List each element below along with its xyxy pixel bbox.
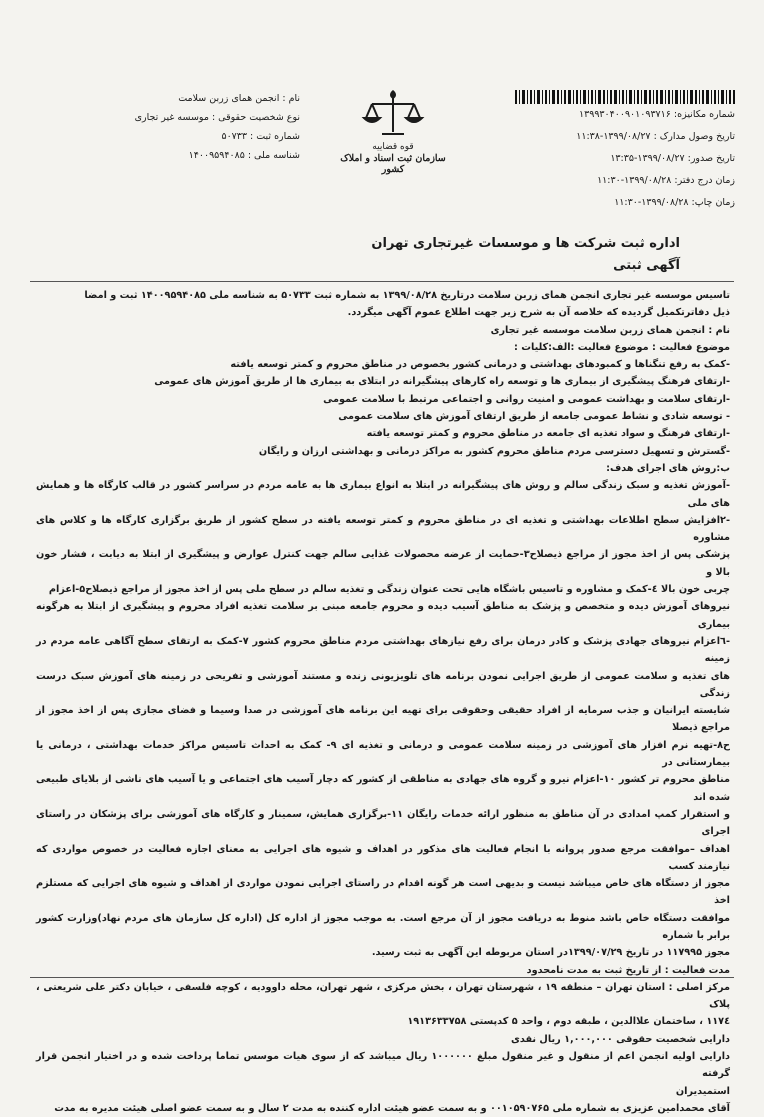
- notice-body-line: مدت فعالیت : از تاریخ ثبت به مدت نامحدود: [526, 964, 730, 976]
- entity-name: نام : انجمن همای زربن سلامت: [178, 93, 300, 104]
- notice-body-line: مجوز ۱۱۷۹۹۵ در تاریخ ۱۳۹۹/۰۷/۲۹در استان مربوطه این آگهی به ثبت رسید.: [371, 947, 730, 959]
- notice-body-line: مجوز از دستگاه های خاص میباشد نیست و بدیهی است هر گونه اقدام در راستای اجرایی نمودن مواردی از اهداف و شیوه های اجرایی که مستلزم اخذ: [36, 878, 730, 907]
- notice-body-line: ذیل دفاترتکمیل گردیده که خلاصه آن به شرح زیر جهت اطلاع عموم آگهی میگردد.: [347, 307, 730, 319]
- entity-type: نوع شخصیت حقوقی : موسسه غیر تجاری: [134, 112, 300, 123]
- scales-of-justice-icon: [358, 88, 428, 140]
- notice-body-line: تاسیس موسسه غیر تجاری انجمن همای زربن سلامت درتاریخ ۱۳۹۹/۰۸/۲۸ به شماره ثبت ۵۰۷۳۳ به شناسه ملی ۱۴۰۰۹۵۹۴۰۸۵ ثبت و امضا: [84, 290, 730, 301]
- notice-body-line: -ارتقای سلامت و بهداشت عمومی و امنیت روانی و اجتماعی مرتبط با سلامت عمومی: [323, 393, 730, 405]
- notice-body-line: نام : انجمن همای زربن سلامت موسسه غیر تجاری: [490, 324, 730, 336]
- print-time: زمان چاپ: ۱۳۹۹/۰۸/۲۸-۱۱:۳۰: [614, 197, 735, 208]
- registry-organization-label: سازمان ثبت اسناد و املاک کشور: [340, 153, 446, 175]
- judiciary-label: قوه قضاییه: [372, 142, 414, 152]
- notice-body-line: ح۸-تهیه نرم افزار های آموزشی در زمینه سلامت عمومی و درمانی و تغذیه ای ۹- کمک به احداث تاسیس مراکز خدمات بهداشتی ، درمانی یا بیمارستانی در: [36, 739, 730, 769]
- notice-body-line: ۱۱۷٤ ، ساختمان علاالدین ، طبقه دوم ، واحد ۵ کدپستی ۱۹۱۳۶۳۳۷۵۸: [407, 1016, 730, 1028]
- mechanized-number: شماره مکانیزه: ۱۳۹۹۳۰۴۰۰۹۰۱۰۹۳۷۱۶: [579, 109, 735, 120]
- notice-body-line: - توسعه شادی و نشاط عمومی جامعه از طریق ارتقای آموزش های سلامت عمومی: [338, 411, 730, 423]
- notice-body-line: آقای محمدامین عزیزی به شماره ملی ۰۰۱۰۵۹۰۷۶۵ و به سمت عضو هیئت اداره کننده به مدت ۲ سال و به سمت عضو اصلی هیئت مدیره به مدت: [54, 1102, 730, 1114]
- notice-body-line: مرکز اصلی : استان تهران – منطقه ۱۹ ، شهرستان تهران ، بخش مرکزی ، شهر تهران، محله داوودیه ، کوچه فلسفی ، خیابان دکتر علی شریعتی ، پلاک: [36, 981, 730, 1011]
- notice-body-line: -گسترش و تسهیل دسترسی مردم مناطق محروم کشور به مراکز درمانی و بهداشتی ارزان و رایگان: [258, 445, 730, 457]
- document-receipt-date: تاریخ وصول مدارک : ۱۳۹۹/۰۸/۲۷-۱۱:۳۸: [576, 131, 735, 142]
- notice-body-line: -۲افزایش سطح اطلاعات بهداشتی و تغذیه ای در مناطق محروم و کمتر توسعه یافته در سطح کشور از طریق برگزاری کارگاه ها و کلاس های مشاوره: [36, 514, 730, 544]
- judiciary-emblem: [338, 88, 448, 188]
- notice-body-line: -٦اعزام نیروهای جهادی پزشک و کادر درمان برای رفع نیازهای بهداشتی مردم مناطق محروم کشور ۷-کمک به ارتقای سطح آگاهی عامه مردم در زمینه: [36, 635, 730, 665]
- notice-body-line: موضوع فعالیت : موضوع فعالیت :الف:کلیات :: [514, 341, 730, 353]
- entity-info-block: [100, 92, 300, 168]
- notice-body-line: شایسته ایرانیان و جذب سرمایه از افراد حقیقی وحقوقی برای تهیه این برنامه های آموزشی در صدا وسیما و فضای مجازی پس از اخذ مجوز از مراجع ذیصلا: [36, 705, 730, 734]
- ledger-entry-time: زمان درج دفتر: ۱۳۹۹/۰۸/۲۸-۱۱:۳۰: [597, 175, 735, 186]
- notice-body: [36, 287, 730, 1117]
- notice-body-line: ب:روش های اجرای هدف:: [606, 462, 730, 474]
- notice-body-line: -ارتقای فرهنگ پیشگیری از بیماری ها و توسعه راه کارهای پیشگیرانه در ابتلای به بیماری ها از طریق آموزش های عمومی: [154, 376, 730, 388]
- notice-body-line: های تغذیه و سلامت عمومی از طریق اجرایی نمودن برنامه های تلویزیونی زنده و مستند آموزشی و تفریحی در زمینه های آموزش سبک درست زندگی: [36, 670, 730, 699]
- notice-body-line: -کمک به رفع تنگناها و کمبودهای بهداشتی و درمانی کشور بخصوص در مناطق محروم و کمتر توسعه یافته: [230, 359, 730, 371]
- notice-body-line: مناطق محروم تر کشور ۱۰-اعزام نیرو و گروه های جهادی به مناطقی از کشور که دچار آسیب های اجتماعی و یا آسیب های ناشی از بلایای طبیعی شده اند: [36, 774, 730, 803]
- notice-body-line: -ارتقای فرهنگ و سواد تغذیه ای جامعه در مناطق محروم و کمتر توسعه یافته: [366, 428, 730, 440]
- notice-body-line: چربی خون بالا ٤-کمک و مشاوره و تاسیس باشگاه هایی تحت عنوان زندگی و تغذیه سالم در سطح ملی پس از اخذ مجوز از مراجع ذیصلاح۵-اعزام: [48, 584, 730, 596]
- notice-body-line: دارایی شخصیت حقوقی ۱,۰۰۰,۰۰۰ ریال نقدی: [510, 1033, 730, 1045]
- office-title: اداره ثبت شرکت ها و موسسات غیرتجاری تهران: [371, 236, 680, 251]
- notice-title: آگهی ثبتی: [613, 258, 680, 273]
- barcode-icon: [515, 90, 735, 104]
- top-divider: [30, 281, 734, 282]
- registration-number: شماره ثبت : ۵۰۷۳۳: [221, 131, 300, 142]
- notice-body-line: نیروهای آموزش دیده و متخصص و پزشک به مناطق آسیب دیده و محروم جامعه مبنی بر سلامت تغذیه افراد محروم و پیشگیری از ابتلا به هرگونه بیماری: [36, 601, 730, 630]
- national-id: شناسه ملی : ۱۴۰۰۹۵۹۴۰۸۵: [188, 150, 300, 161]
- notice-body-line: دارایی اولیه انجمن اعم از منقول و غیر منقول مبلغ ۱۰۰۰۰۰۰ ریال میباشد که از سوی هیات موسس تماما پرداخت شده و در اختیار انجمن قرار گرفته: [36, 1051, 731, 1080]
- notice-body-line: موافقت دستگاه خاص باشد منوط به دریافت مجوز از آن مرجع است. به موجب مجوز از اداره کل (اداره کل سازمان های مردم نهاد)وزارت کشور برابر با شماره: [36, 912, 730, 941]
- document-meta-block: [505, 90, 735, 218]
- issue-date: تاریخ صدور: ۱۳۹۹/۰۸/۲۷-۱۳:۳۵: [610, 153, 735, 164]
- notice-body-line: -آموزش تغذیه و سبک زندگی سالم و روش های پیشگیرانه در ابتلا به انواع بیماری ها به عامه مردم در سراسر کشور در قالب کارگاه ها و همایش های ملی: [36, 480, 730, 509]
- notice-body-line: و استقرار کمپ امدادی در آن مناطق به منظور ارائه خدمات رایگان ۱۱-برگزاری همایش، سمینار و کارگاه های آموزشی برای پزشکان در راستای اجرای: [36, 808, 730, 838]
- notice-body-line: استمیدیران: [675, 1085, 730, 1097]
- bottom-divider: [30, 977, 734, 978]
- notice-body-line: پزشکی پس از اخذ مجوز از مراجع ذیصلاح۳-حمایت از عرضه محصولات غذایی سالم جهت کنترل عوارض و پیشگیری از ابتلا به دیابت ، فشار خون بالا و: [36, 549, 730, 578]
- notice-body-line: اهداف –موافقت مرجع صدور پروانه با انجام فعالیت های مذکور در اهداف و شیوه های اجرایی به معنای اجازه فعالیت در خصوص مواردی که نیازمند کسب: [36, 843, 730, 872]
